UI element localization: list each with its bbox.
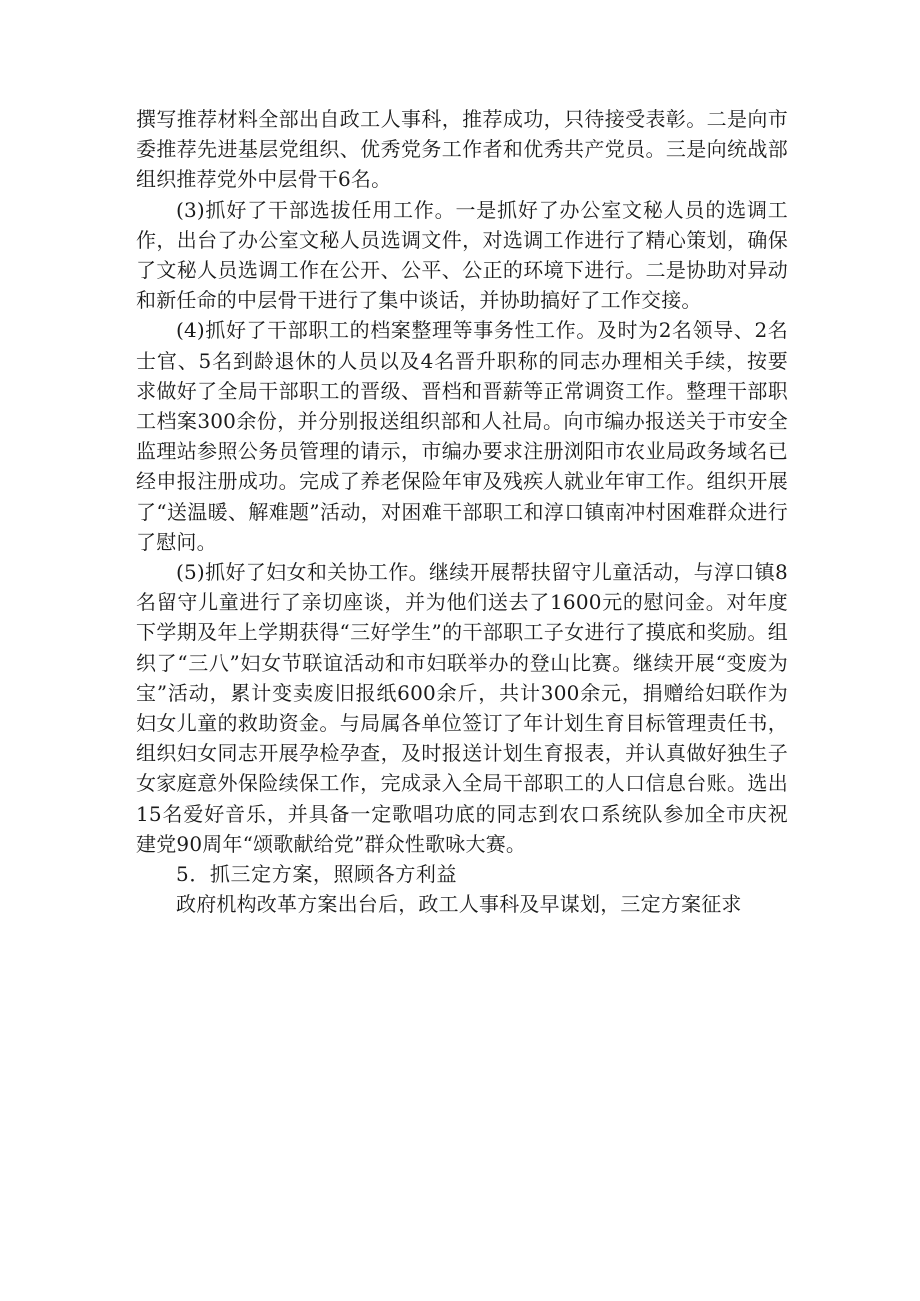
paragraph-item-4: (4)抓好了干部职工的档案整理等事务性工作。及时为2名领导、2名士官、5名到龄退休的人员以及4名晋升职称的同志办理相关手续，按要求做好了全局干部职工的晋级、晋档和晋薪等正常调资工作。整理干部职工档案300余份，并分别报送组织部和人社局。向市编办报送关于市安全监理站参照公务员管理的请示，市编办要求注册浏阳市农业局政务域名已经申报注册成功。完成了养老保险年审及残疾人就业年审工作。组织开展了“送温暖、解难题”活动，对困难干部职工和淳口镇南冲村困难群众进行了慰问。 <box>136 318 788 554</box>
document-page <box>136 104 788 919</box>
paragraph-item-5: (5)抓好了妇女和关协工作。继续开展帮扶留守儿童活动，与淳口镇8名留守儿童进行了亲切座谈，并为他们送去了1600元的慰问金。对年度下学期及年上学期获得“三好学生”的干部职工子女进行了摸底和奖励。组织了“三八”妇女节联谊活动和市妇联举办的登山比赛。继续开展“变废为宝”活动，累计变卖废旧报纸600余斤，共计300余元，捐赠给妇联作为妇女儿童的救助资金。与局属各单位签订了年计划生育目标管理责任书，组织妇女同志开展孕检孕查，及时报送计划生育报表，并认真做好独生子女家庭意外保险续保工作，完成录入全局干部职工的人口信息台账。选出15名爱好音乐，并具备一定歌唱功底的同志到农口系统队参加全市庆祝建党90周年“颂歌献给党”群众性歌咏大赛。 <box>136 560 788 856</box>
section-heading: 5．抓三定方案，照顾各方利益 <box>176 862 458 887</box>
paragraph-final: 政府机构改革方案出台后，政工人事科及早谋划，三定方案征求 <box>176 892 742 917</box>
paragraph-continuation: 撰写推荐材料全部出自政工人事科，推荐成功，只待接受表彰。二是向市委推荐先进基层党组织、优秀党务工作者和优秀共产党员。三是向统战部组织推荐党外中层骨干6名。 <box>136 107 788 192</box>
paragraph-item-3: (3)抓好了干部选拔任用工作。一是抓好了办公室文秘人员的选调工作，出台了办公室文秘人员选调文件，对选调工作进行了精心策划，确保了文秘人员选调工作在公开、公平、公正的环境下进行。二是协助对异动和新任命的中层骨干进行了集中谈话，并协助搞好了工作交接。 <box>136 197 788 313</box>
